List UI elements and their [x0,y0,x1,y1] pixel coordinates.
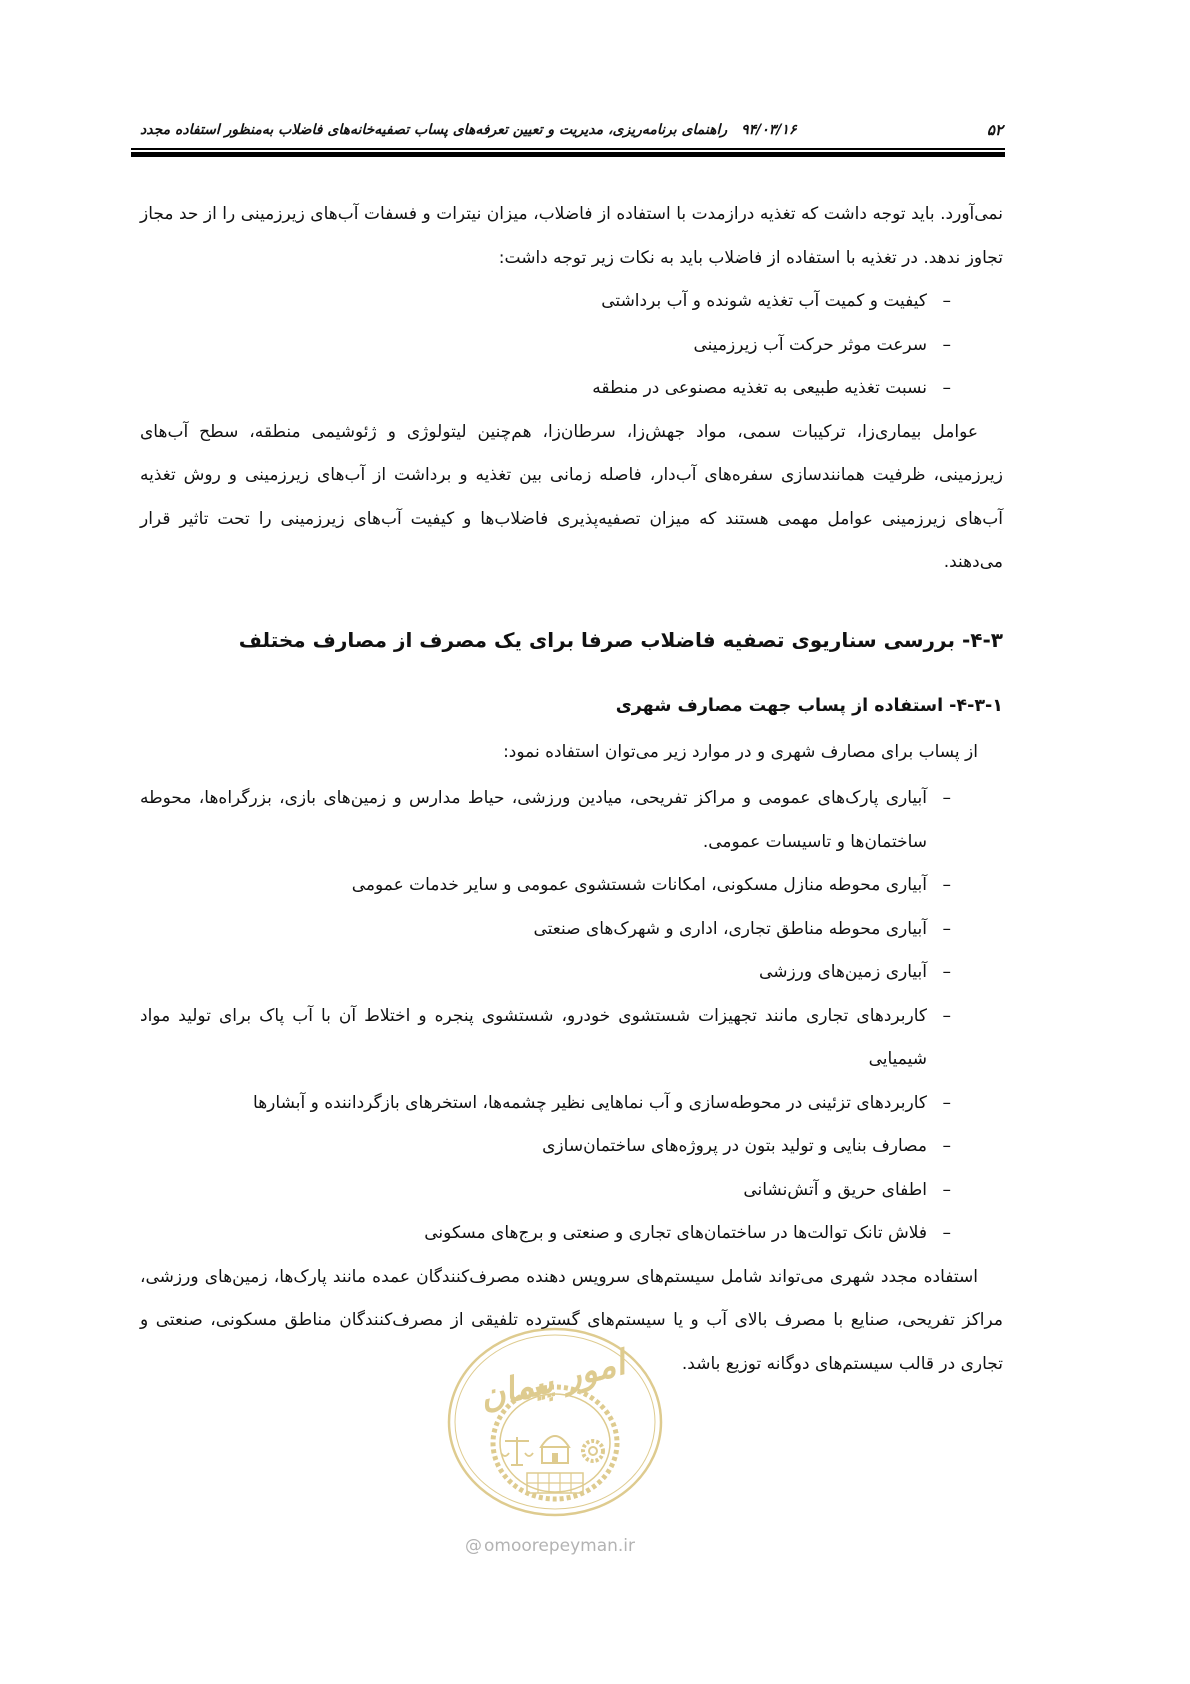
bullet-dash: – [942,1005,951,1026]
header-title: راهنمای برنامه‌ریزی، مدیریت و تعیین تعرفه‌های پساب تصفیه‌خانه‌های فاضلاب به‌منظور استفاده مجدد [140,122,728,138]
body-content [140,193,1003,1386]
paragraph: عوامل بیماری‌زا، ترکیبات سمی، مواد جهش‌زا، سرطان‌زا، هم‌چنین لیتولوژی و ژئوشیمی منطقه، سطح آب‌های زیرزمینی، ظرفیت همانندسازی سفره‌های آب‌دار، فاصله زمانی بین تغذیه و برداشت از آب‌های زیرزمینی و روش تغذیه آب‌های زیرزمینی عوامل مهمی هستند که میزان تصفیه‌پذیری فاضلاب‌ها و کیفیت آب‌های زیرزمینی را تحت تاثیر قرار می‌دهند. [140,421,1003,572]
list-item-text: اطفای حریق و آتش‌نشانی [743,1179,927,1200]
list-item [140,908,1003,952]
paragraph: استفاده مجدد شهری می‌تواند شامل سیستم‌های سرویس دهنده مصرف‌کنندگان عمده مانند پارک‌ها، زمین‌های ورزشی، مراکز تفریحی، صنایع با مصرف بالای آب و یا سیستم‌های گسترده تلفیقی از مصرف‌کنندگان مناطق مسکونی، صنعتی و تجاری در قالب سیستم‌های دوگانه توزیع باشد. [140,1266,1003,1374]
bullet-dash: – [942,788,951,808]
bullet-dash: – [942,1223,951,1243]
list-item-text: آبیاری پارک‌های عمومی و مراکز تفریحی، میادین ورزشی، حیاط مدارس و زمین‌های بازی، بزرگراه‌ها، محوطه ساختمان‌ها و تاسیسات عمومی. [140,788,927,852]
bullet-dash: – [942,962,951,982]
header-title-group [140,116,796,144]
header-rule [131,148,1005,158]
subsection-heading: ۴-۳-۱- استفاده از پساب جهت مصارف شهری [615,696,1003,716]
header-rule-thin [131,148,1005,150]
list-item-text: آبیاری محوطه منازل مسکونی، امکانات شستشوی عمومی و سایر خدمات عمومی [351,875,927,895]
watermark-url-text: omoorepeyman.ir [483,1536,636,1556]
list-item [140,324,1003,368]
header-rule-thick [131,152,1005,157]
list-item [140,777,1003,864]
bullet-list-urban-uses [140,777,1003,1256]
list-item-text: کاربردهای تجاری مانند تجهیزات شستشوی خودرو، شستشوی پنجره و اختلاط آن با آب پاک برای تولید مواد شیمیایی [140,1005,927,1069]
bullet-dash: – [942,291,951,311]
bullet-dash: – [942,875,951,895]
list-item [140,864,1003,908]
bullet-dash: – [942,918,951,939]
list-item [140,367,1003,411]
bullet-dash: – [942,1179,951,1200]
bullet-dash: – [942,378,951,398]
list-item [140,280,1003,324]
list-item [140,1082,1003,1126]
paragraph: نمی‌آورد. باید توجه داشت که تغذیه درازمدت با استفاده از فاضلاب، میزان نیترات و فسفات آب‌های زیرزمینی را از حد مجاز تجاوز ندهد. در تغذیه با استفاده از فاضلاب باید به نکات زیر توجه داشت: [140,204,1003,268]
running-header [140,116,1003,144]
watermark-url [440,1533,660,1559]
list-item-text: فلاش تانک توالت‌ها در ساختمان‌های تجاری و صنعتی و برج‌های مسکونی [424,1223,927,1243]
list-item-text: کیفیت و کمیت آب تغذیه شونده و آب برداشتی [601,291,927,311]
header-date: ۹۴/۰۳/۱۶ [741,122,797,138]
list-item-text: آبیاری زمین‌های ورزشی [759,962,927,982]
list-item-text: سرعت موثر حرکت آب زیرزمینی [693,334,927,355]
bullet-dash: – [942,1136,951,1156]
scales-icon [501,1437,533,1465]
list-item-text: کاربردهای تزئینی در محوطه‌سازی و آب نماهایی نظیر چشمه‌ها، استخرهای بازگرداننده و آبشارها [253,1092,927,1113]
list-item-text: مصارف بنایی و تولید بتون در پروژه‌های ساختمان‌سازی [542,1136,927,1156]
list-item-text: نسبت تغذیه طبیعی به تغذیه مصنوعی در منطقه [592,378,927,398]
building-icon [541,1436,569,1463]
section-heading: ۴-۳- بررسی سناریوی تصفیه فاضلاب صرفا برای یک مصرف از مصارف مختلف [238,627,1003,652]
list-item [140,1125,1003,1169]
paragraph: از پساب برای مصارف شهری و در موارد زیر می‌توان استفاده نمود: [503,741,978,762]
bullet-dash: – [942,1092,951,1113]
gear-icon [583,1441,603,1461]
seal-lettering: امور پیمان [475,1342,630,1418]
bullet-dash: – [942,334,951,355]
page-number: ۵۲ [986,121,1003,139]
at-icon: @ [464,1536,482,1556]
bullet-list-recharge [140,280,1003,411]
list-item [140,951,1003,995]
seal-grid [527,1473,583,1493]
list-item [140,995,1003,1082]
list-item-text: آبیاری محوطه مناطق تجاری، اداری و شهرک‌های صنعتی [533,918,927,939]
list-item [140,1212,1003,1256]
list-item [140,1169,1003,1213]
